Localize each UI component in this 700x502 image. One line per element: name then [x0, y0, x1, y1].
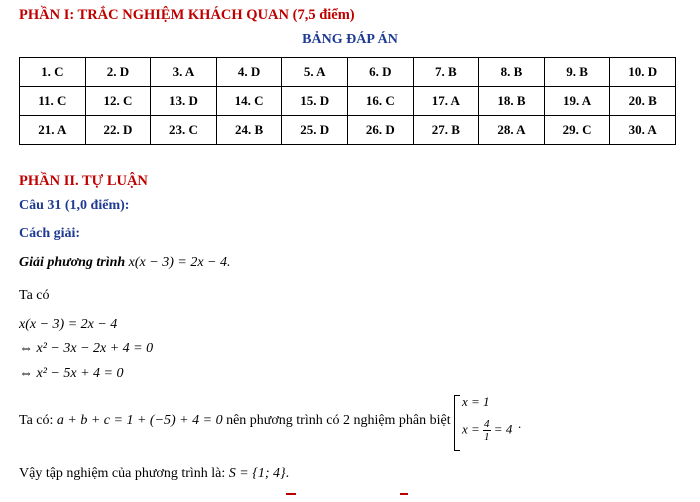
answer-cell: 23. C: [151, 116, 217, 145]
system-period: .: [518, 416, 522, 431]
discriminant-prefix: Ta có:: [19, 413, 54, 428]
solution-system: [454, 393, 524, 451]
answer-cell: 15. D: [282, 87, 348, 116]
answer-cell: 5. A: [282, 58, 348, 87]
question-31-title: Câu 31 (1,0 điểm):: [19, 198, 130, 213]
answer-cell: 19. A: [544, 87, 610, 116]
coefficient-sum: a + b + c = 1 + (−5) + 4 = 0: [56, 413, 223, 428]
fraction-denominator: 1: [484, 431, 490, 443]
solution-set: S = {1; 4}: [228, 466, 286, 481]
table-row: [20, 116, 676, 145]
answer-cell: 21. A: [20, 116, 86, 145]
answer-cell: 6. D: [347, 58, 413, 87]
answer-cell: 20. B: [610, 87, 676, 116]
answer-cell: 28. A: [479, 116, 545, 145]
answer-cell: 16. C: [347, 87, 413, 116]
root-2-fraction: [483, 418, 491, 443]
answer-cell: 9. B: [544, 58, 610, 87]
answer-cell: 22. D: [85, 116, 151, 145]
discriminant-text: nên phương trình có 2 nghiệm phân biệt: [226, 413, 451, 428]
equation-line-1: x(x − 3) = 2x − 4: [19, 317, 118, 332]
answer-cell: 7. B: [413, 58, 479, 87]
conclusion-line: [19, 466, 289, 482]
root-1: x = 1: [462, 394, 490, 409]
ta-co-label: Ta có: [19, 288, 50, 303]
answer-table: [19, 57, 676, 145]
cutoff-heading-fragment: [400, 493, 408, 499]
answer-cell: 13. D: [151, 87, 217, 116]
discriminant-line: [19, 413, 451, 429]
cutoff-heading-fragment: [286, 493, 296, 499]
fraction-numerator: 4: [484, 418, 490, 430]
table-row: [20, 58, 676, 87]
answer-cell: 29. C: [544, 116, 610, 145]
root-2-prefix: x =: [462, 421, 480, 437]
table-row: [20, 87, 676, 116]
answer-cell: 18. B: [479, 87, 545, 116]
answer-cell: 8. B: [479, 58, 545, 87]
solve-statement: [19, 255, 230, 271]
answer-cell: 14. C: [216, 87, 282, 116]
answer-cell: 12. C: [85, 87, 151, 116]
answer-cell: 2. D: [85, 58, 151, 87]
answer-cell: 25. D: [282, 116, 348, 145]
answer-board-title: BẢNG ĐÁP ÁN: [302, 32, 398, 47]
answer-cell: 24. B: [216, 116, 282, 145]
answer-cell: 26. D: [347, 116, 413, 145]
equation-line-2: ⇔ x² − 3x − 2x + 4 = 0: [19, 341, 154, 356]
answer-cell: 10. D: [610, 58, 676, 87]
equation-line-3: ⇔ x² − 5x + 4 = 0: [19, 366, 124, 381]
answer-cell: 30. A: [610, 116, 676, 145]
root-2: [462, 418, 512, 443]
method-label: Cách giải:: [19, 226, 81, 241]
part2-title: PHẦN II. TỰ LUẬN: [19, 173, 148, 189]
conclusion-text: Vậy tập nghiệm của phương trình là:: [19, 466, 226, 481]
solve-equation: x(x − 3) = 2x − 4.: [128, 255, 231, 270]
root-2-value: = 4: [493, 421, 513, 437]
answer-cell: 17. A: [413, 87, 479, 116]
answer-cell: 3. A: [151, 58, 217, 87]
answer-cell: 27. B: [413, 116, 479, 145]
answer-cell: 4. D: [216, 58, 282, 87]
answer-cell: 11. C: [20, 87, 86, 116]
solve-label: Giải phương trình: [19, 255, 126, 270]
answer-cell: 1. C: [20, 58, 86, 87]
conclusion-period: .: [285, 466, 290, 481]
part1-title: PHẦN I: TRẮC NGHIỆM KHÁCH QUAN (7,5 điểm): [19, 7, 355, 23]
system-bracket: [454, 395, 460, 451]
